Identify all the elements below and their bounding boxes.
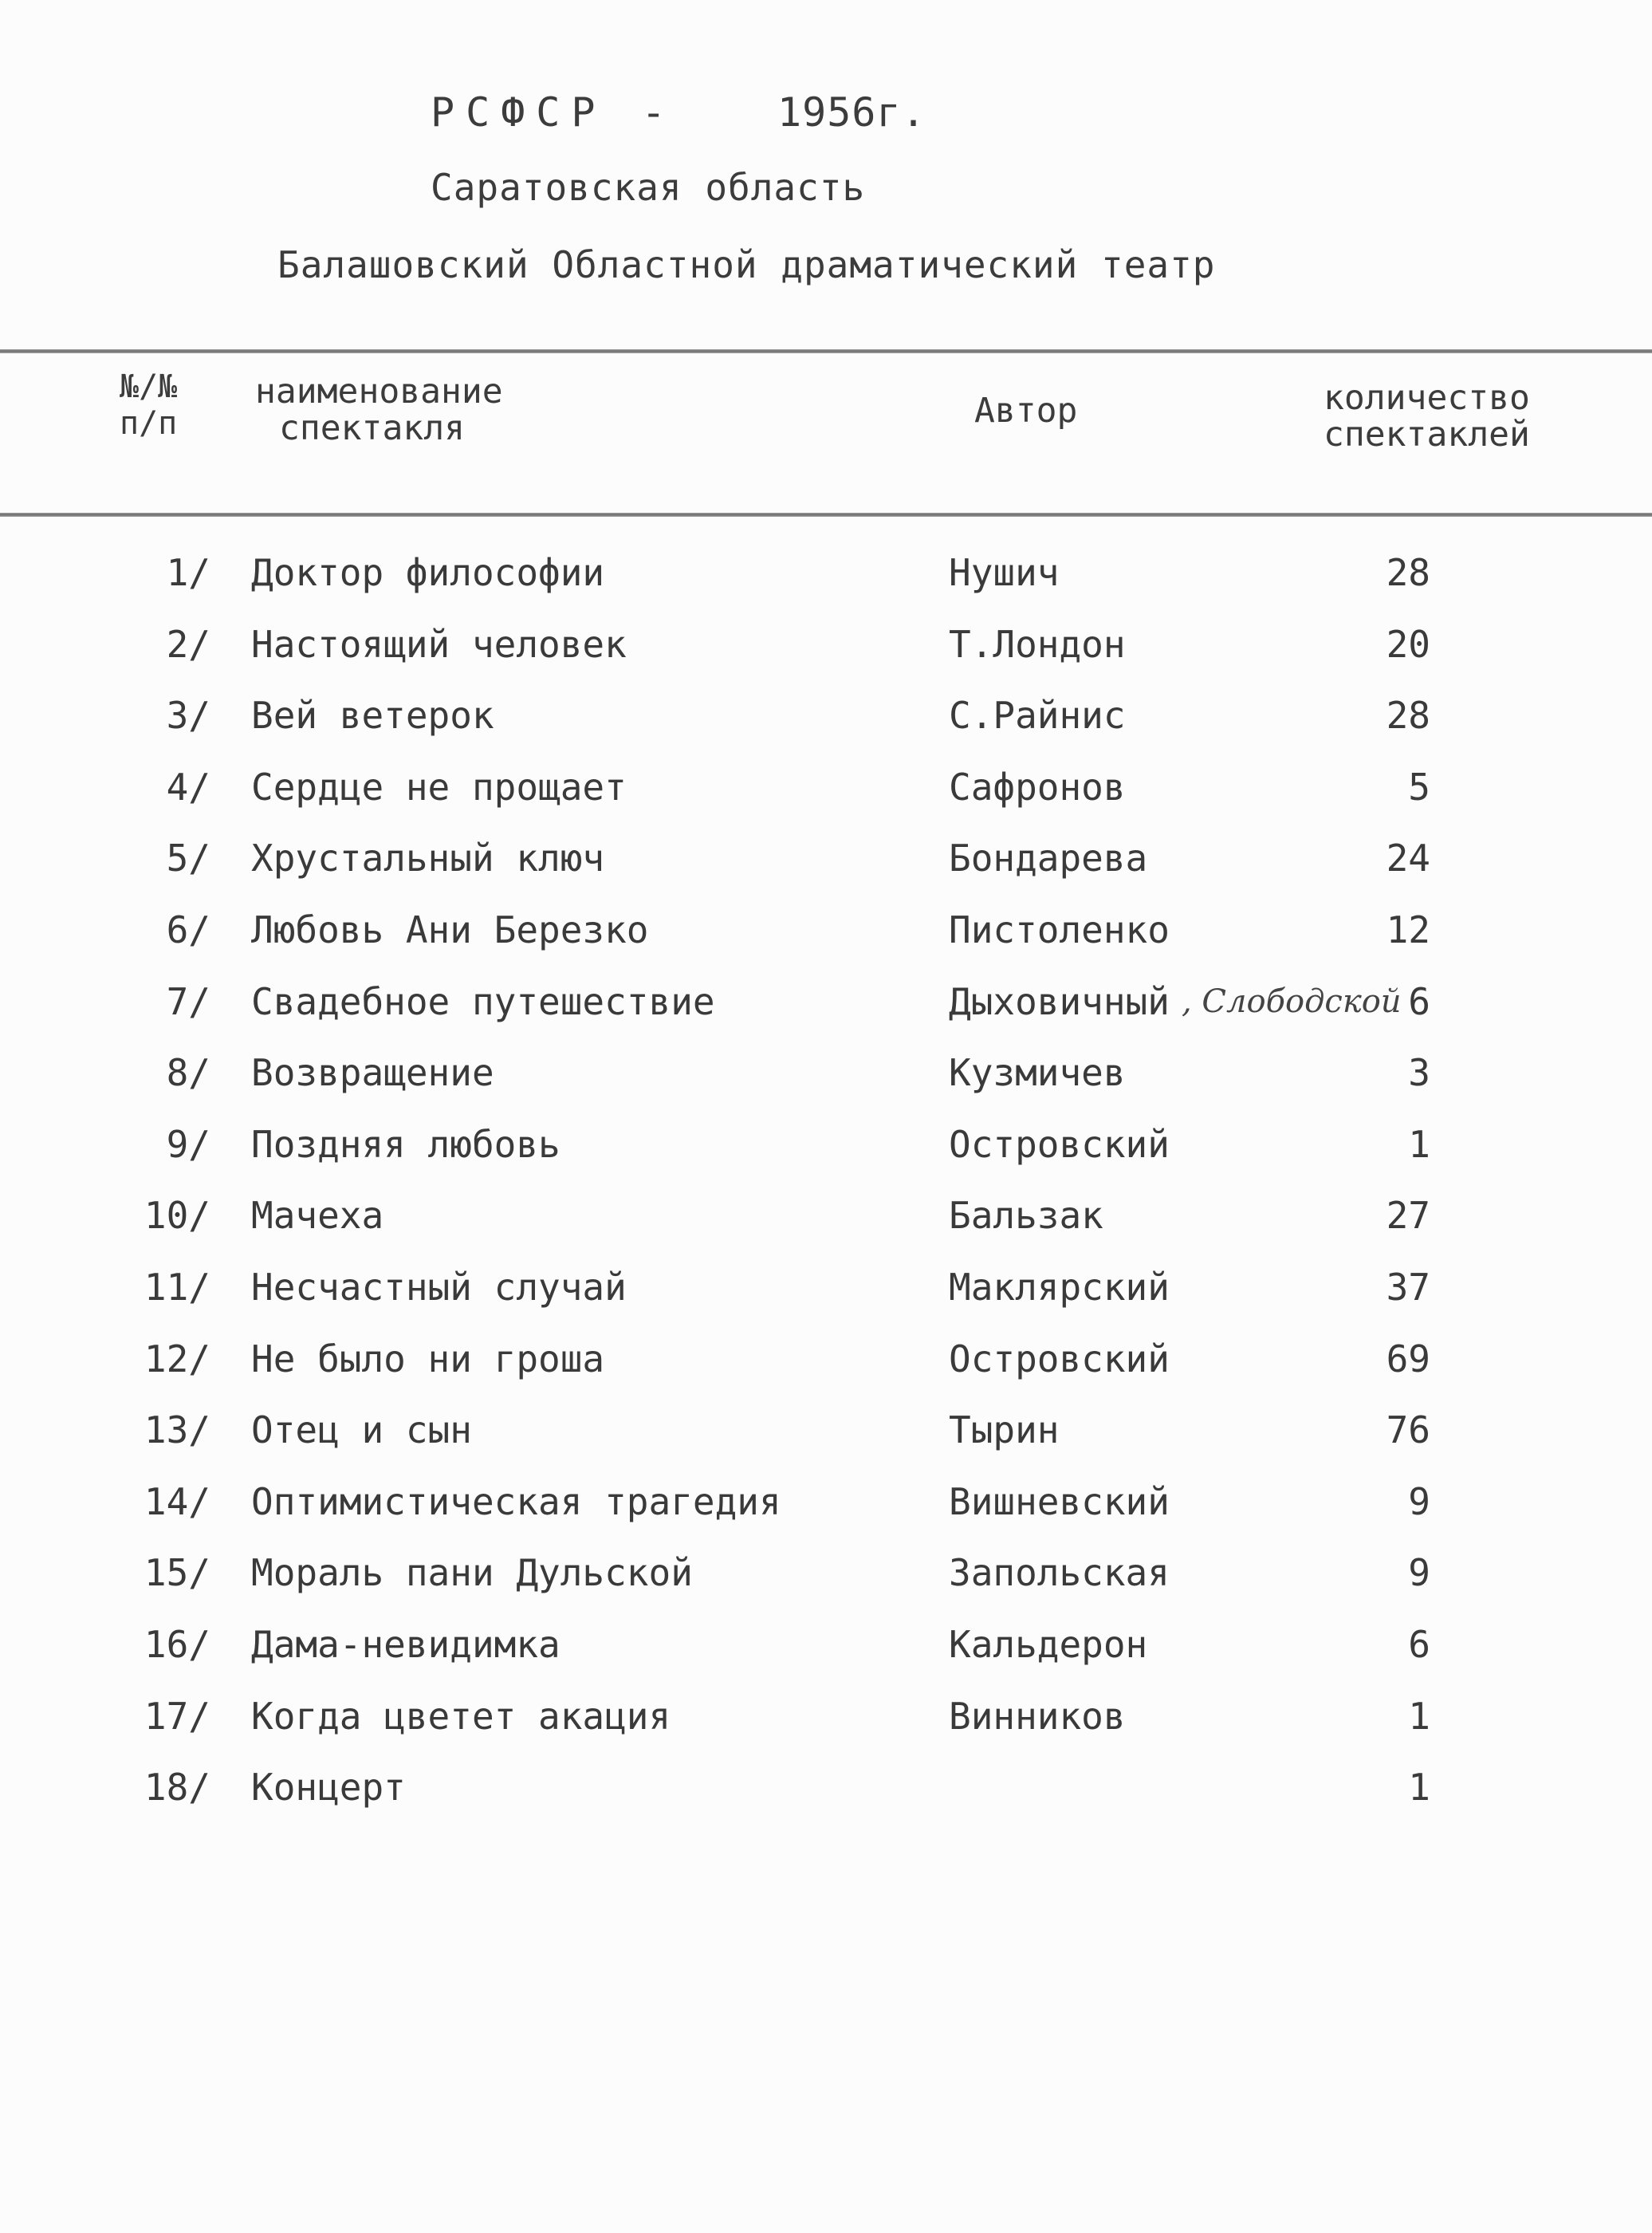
handwritten-note: , Слободской: [1182, 983, 1402, 1020]
row-number: 6/: [166, 908, 210, 951]
performance-title: Сердце не прощает: [251, 765, 627, 809]
performance-count: 1: [1408, 1122, 1430, 1166]
column-header-number-line1: №/№: [120, 368, 178, 405]
performance-count: 28: [1386, 694, 1430, 738]
row-number: 18/: [144, 1766, 210, 1810]
row-number: 1/: [166, 551, 210, 594]
table-row: [0, 1621, 1652, 1668]
header-region: Саратовская область: [431, 166, 866, 209]
performance-title: Хрустальный ключ: [251, 837, 605, 880]
table-row: [0, 549, 1652, 597]
performance-count: 24: [1386, 837, 1430, 880]
table-row: [0, 1049, 1652, 1097]
header-country: РСФСР -: [431, 89, 677, 136]
performance-author: Островский: [949, 1122, 1170, 1166]
row-number: 10/: [144, 1194, 210, 1238]
row-number: 4/: [166, 765, 210, 809]
table-row: [0, 620, 1652, 668]
performance-title: Любовь Ани Березко: [251, 908, 649, 951]
performance-title: Свадебное путешествие: [251, 979, 715, 1023]
performance-author: Сафронов: [949, 765, 1126, 809]
performance-title: Настоящий человек: [251, 622, 627, 666]
row-number: 7/: [166, 979, 210, 1023]
performance-author: Бальзак: [949, 1194, 1103, 1238]
performance-author: Бондарева: [949, 837, 1148, 880]
performance-author: Т.Лондон: [949, 622, 1126, 666]
column-header-title-line1: наименование: [255, 372, 503, 412]
row-number: 13/: [144, 1408, 210, 1452]
performance-count: 6: [1408, 1623, 1430, 1666]
performance-author: Кузмичев: [949, 1051, 1126, 1095]
row-number: 3/: [166, 694, 210, 738]
performance-title: Поздняя любовь: [251, 1122, 560, 1166]
performance-count: 9: [1408, 1479, 1430, 1523]
row-number: 17/: [144, 1694, 210, 1738]
column-header-count-line2: спектаклей: [1324, 415, 1530, 455]
row-number: 5/: [166, 837, 210, 880]
performance-count: 3: [1408, 1051, 1430, 1095]
performance-author: Кальдерон: [949, 1623, 1148, 1666]
performance-count: 27: [1386, 1194, 1430, 1238]
performance-count: 20: [1386, 622, 1430, 666]
performance-author: Тырин: [949, 1408, 1060, 1452]
performance-title: Концерт: [251, 1766, 406, 1810]
performance-title: Мораль пани Дульской: [251, 1551, 693, 1595]
column-header-count: [1324, 380, 1530, 453]
row-number: 14/: [144, 1479, 210, 1523]
performance-count: 69: [1386, 1337, 1430, 1380]
performance-count: 6: [1408, 979, 1430, 1023]
performance-author: Нушич: [949, 551, 1060, 594]
row-number: 9/: [166, 1122, 210, 1166]
performance-title: Дама-невидимка: [251, 1623, 560, 1666]
performance-title: Не было ни гроша: [251, 1337, 605, 1380]
table-row: [0, 763, 1652, 811]
table-row: [0, 1549, 1652, 1597]
performance-author: Островский: [949, 1337, 1170, 1380]
table-row: [0, 834, 1652, 882]
header-theatre: Балашовский Областной драматический театр: [277, 243, 1216, 286]
table-row: [0, 1692, 1652, 1740]
column-header-title: [255, 373, 503, 447]
table-row: [0, 691, 1652, 739]
performance-title: Оптимистическая трагедия: [251, 1479, 781, 1523]
column-header-count-line1: количество: [1324, 378, 1530, 418]
table-row: [0, 978, 1652, 1026]
performance-author: Пистоленко: [949, 908, 1170, 951]
row-number: 8/: [166, 1051, 210, 1095]
performance-title: Отец и сын: [251, 1408, 472, 1452]
performance-count: 76: [1386, 1408, 1430, 1452]
column-header-author: Автор: [974, 391, 1078, 431]
row-number: 16/: [144, 1623, 210, 1666]
table-row: [0, 1478, 1652, 1526]
column-header-number: [120, 368, 177, 442]
row-number: 11/: [144, 1266, 210, 1309]
performance-title: Когда цветет акация: [251, 1694, 671, 1738]
performance-count: 5: [1408, 765, 1430, 809]
performance-title: Возвращение: [251, 1051, 494, 1095]
performance-count: 37: [1386, 1266, 1430, 1309]
performance-title: Доктор философии: [251, 551, 605, 594]
table-row: [0, 906, 1652, 954]
performance-author: С.Райнис: [949, 694, 1126, 738]
performance-author: Винников: [949, 1694, 1126, 1738]
header-year: 1956г.: [777, 89, 926, 136]
table-top-rule: [0, 349, 1652, 353]
column-header-title-line2: спектакля: [279, 408, 465, 448]
table-header-bottom-rule: [0, 513, 1652, 517]
row-number: 2/: [166, 622, 210, 666]
table-row: [0, 1763, 1652, 1811]
table-row: [0, 1406, 1652, 1454]
row-number: 15/: [144, 1551, 210, 1595]
table-row: [0, 1191, 1652, 1239]
table-row: [0, 1120, 1652, 1168]
performance-title: Несчастный случай: [251, 1266, 627, 1309]
performance-author: Дыховичный: [949, 979, 1170, 1023]
performance-count: 9: [1408, 1551, 1430, 1595]
performance-count: 28: [1386, 551, 1430, 594]
performance-count: 1: [1408, 1694, 1430, 1738]
performance-count: 1: [1408, 1766, 1430, 1810]
row-number: 12/: [144, 1337, 210, 1380]
performance-title: Мачеха: [251, 1194, 384, 1238]
performance-author: Маклярский: [949, 1266, 1170, 1309]
performance-author: Вишневский: [949, 1479, 1170, 1523]
table-row: [0, 1263, 1652, 1311]
column-header-number-line2: п/п: [120, 405, 178, 442]
performance-count: 12: [1386, 908, 1430, 951]
table-row: [0, 1335, 1652, 1383]
performance-author: Запольская: [949, 1551, 1170, 1595]
performance-title: Вей ветерок: [251, 694, 494, 738]
